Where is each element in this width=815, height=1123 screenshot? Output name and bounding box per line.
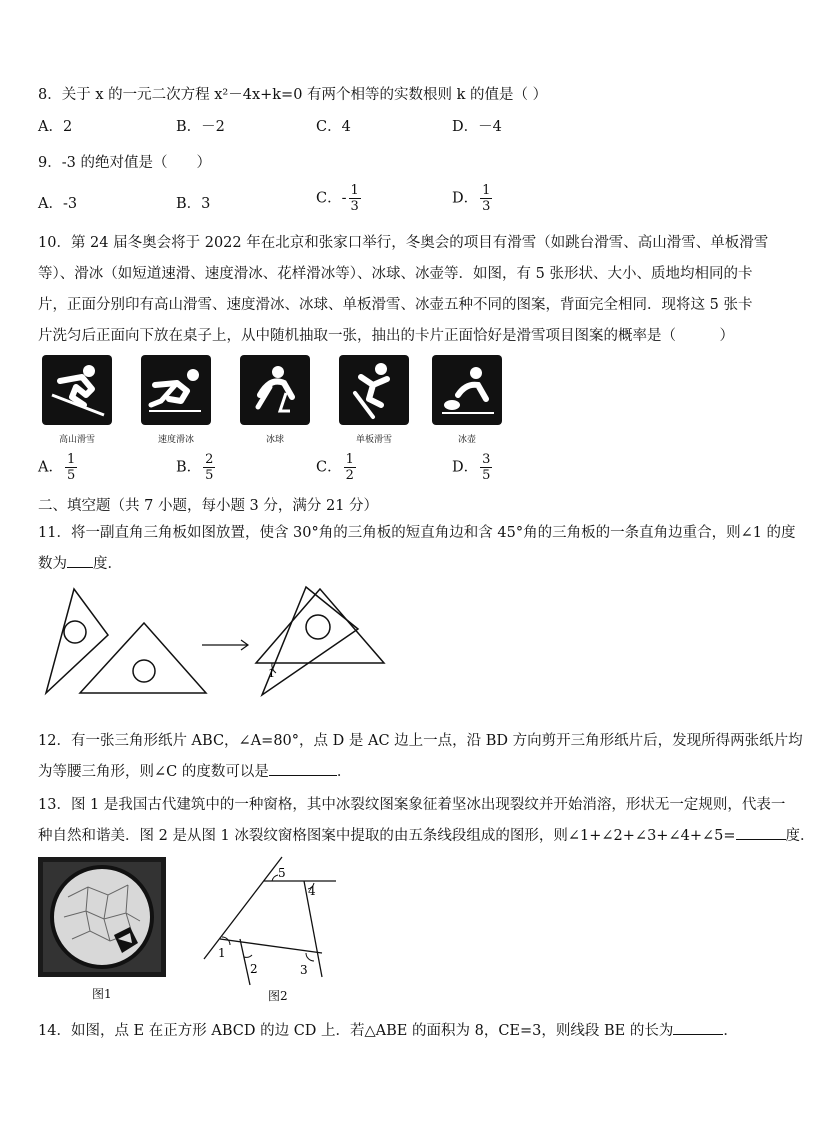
triangle-hole bbox=[64, 621, 86, 643]
q11-line-1: 11．将一副直角三角板如图放置，使含 30°角的三角板的短直角边和含 45°角的三角板的一条直角边重合，则∠1 的度 bbox=[38, 525, 796, 541]
icon-label-curling: 冰壶 bbox=[457, 435, 476, 445]
fraction-denominator: 3 bbox=[350, 199, 359, 214]
q11-figure bbox=[38, 585, 398, 697]
q11-line-2-end: 度． bbox=[93, 556, 122, 572]
q10-option-b-fraction bbox=[203, 452, 215, 483]
q9-option-d bbox=[452, 183, 492, 214]
q11-line-2-start: 数为 bbox=[38, 556, 67, 572]
q12-line-2-start: 为等腰三角形，则∠C 的度数可以是 bbox=[38, 764, 269, 780]
q10-option-d bbox=[452, 452, 492, 483]
triangle-30-right bbox=[262, 587, 358, 695]
q9-option-c bbox=[316, 183, 361, 214]
q10-option-c-prefix: C． bbox=[316, 459, 342, 476]
q10-option-c-fraction bbox=[344, 452, 356, 483]
q10-option-d-prefix: D． bbox=[452, 459, 479, 476]
triangle-hole bbox=[133, 660, 155, 682]
angle-arc bbox=[222, 937, 230, 945]
q13-line-2-end: 度． bbox=[785, 828, 815, 844]
q9-option-c-prefix: C．- bbox=[316, 190, 347, 207]
fraction-numerator: 1 bbox=[350, 183, 359, 198]
ice-hockey-icon bbox=[240, 355, 310, 425]
q10-line-4: 片洗匀后正面向下放在桌子上，从中随机抽取一张，抽出的卡片正面恰好是滑雪项目图案的概率是（ ） bbox=[38, 328, 734, 344]
angle-1-label: 1 bbox=[218, 946, 226, 960]
q14-line-end: ． bbox=[723, 1023, 738, 1039]
alpine-skiing-icon bbox=[42, 355, 112, 425]
answer-blank bbox=[673, 1020, 723, 1035]
q10-option-a-prefix: A． bbox=[38, 459, 63, 476]
answer-blank bbox=[67, 553, 93, 568]
triangle-hole bbox=[306, 615, 330, 639]
q12-line-2 bbox=[38, 760, 351, 781]
q10-option-a bbox=[38, 452, 77, 483]
fraction-numerator: 3 bbox=[482, 452, 491, 467]
q10-line-2: 等）、滑冰（如短道速滑、速度滑冰、花样滑冰等）、冰球、冰壶等．如图，有 5 张形状、大小、质地均相同的卡 bbox=[38, 266, 753, 282]
q14-line-start: 14．如图，点 E 在正方形 ABCD 的边 CD 上．若△ABE 的面积为 8，CE=3，则线段 BE 的长为 bbox=[38, 1023, 674, 1039]
speed-skating-icon bbox=[141, 355, 211, 425]
icon-label-ice-hockey: 冰球 bbox=[265, 435, 284, 445]
q9-option-c-fraction bbox=[349, 183, 361, 214]
q10-line-3: 片，正面分别印有高山滑雪、速度滑冰、冰球、单板滑雪、冰壶五种不同的图案，背面完全相同．现将这 5 张卡 bbox=[38, 297, 753, 313]
q9-option-d-fraction bbox=[480, 183, 492, 214]
q9-option-d-prefix: D． bbox=[452, 190, 479, 207]
fraction-denominator: 5 bbox=[66, 468, 76, 483]
fraction-denominator: 2 bbox=[345, 468, 354, 483]
fraction-numerator: 2 bbox=[205, 452, 214, 467]
icon-label-speed-skating: 速度滑冰 bbox=[157, 435, 194, 445]
section-heading: 二、填空题（共 7 小题，每小题 3 分，满分 21 分） bbox=[38, 498, 379, 514]
figure-1-caption: 图1 bbox=[92, 987, 112, 1001]
window-lattice-image bbox=[38, 857, 166, 977]
q9-option-a: A．-3 bbox=[38, 196, 78, 212]
q9-stem: 9．-3 的绝对值是（ ） bbox=[38, 155, 211, 171]
q13-line-2 bbox=[38, 824, 815, 845]
angle-2-label: 2 bbox=[250, 962, 258, 976]
q10-line-1: 10．第 24 届冬奥会将于 2022 年在北京和张家口举行，冬奥会的项目有滑雪（如跳台滑雪、高山滑雪、单板滑雪 bbox=[38, 235, 769, 251]
icon-label-snowboard: 单板滑雪 bbox=[355, 435, 392, 445]
q10-option-b bbox=[176, 452, 215, 483]
angle-arc bbox=[306, 953, 314, 961]
fraction-denominator: 5 bbox=[482, 468, 491, 483]
q12-line-2-end: ． bbox=[336, 764, 352, 780]
angle-3-label: 3 bbox=[300, 963, 308, 977]
q10-option-d-fraction bbox=[480, 452, 492, 483]
q13-line-1: 13．图 1 是我国古代建筑中的一种窗格，其中冰裂纹图案象征着坚冰出现裂纹并开始消溶，形状无一定规则，代表一 bbox=[38, 797, 786, 813]
curling-icon bbox=[432, 355, 502, 425]
angle-arc bbox=[244, 955, 252, 957]
q11-line-2 bbox=[38, 552, 122, 573]
q13-line-2-start: 种自然和谐美．图 2 是从图 1 冰裂纹窗格图案中提取的由五条线段组成的图形，则∠1+∠2+∠3+∠4+∠5= bbox=[38, 828, 736, 844]
segment bbox=[204, 857, 282, 959]
q10-option-c bbox=[316, 452, 356, 483]
angle-4-label: 4 bbox=[308, 884, 316, 898]
angle-5-label: 5 bbox=[278, 866, 286, 880]
segment bbox=[220, 939, 322, 953]
q10-option-a-fraction bbox=[65, 452, 77, 483]
answer-blank bbox=[269, 761, 337, 776]
angle-1-label: 1 bbox=[268, 667, 275, 680]
q9-option-b: B．3 bbox=[176, 196, 211, 212]
q8-stem: 8．关于 x 的一元二次方程 x²－4x+k=0 有两个相等的实数根则 k 的值是（ ） bbox=[38, 87, 548, 103]
fraction-numerator: 1 bbox=[345, 452, 354, 467]
fraction-numerator: 1 bbox=[66, 452, 76, 467]
q8-option-b: B．－2 bbox=[176, 119, 225, 135]
fraction-denominator: 5 bbox=[205, 468, 214, 483]
figure-2-caption: 图2 bbox=[268, 989, 288, 1003]
triangle-30-left bbox=[46, 589, 108, 693]
fraction-denominator: 3 bbox=[482, 199, 491, 214]
answer-blank bbox=[736, 825, 786, 840]
q8-option-a: A．2 bbox=[38, 119, 73, 135]
q13-figure-2 bbox=[200, 857, 340, 987]
q8-option-d: D．－4 bbox=[452, 119, 502, 135]
fraction-numerator: 1 bbox=[482, 183, 491, 198]
q14-line bbox=[38, 1019, 738, 1040]
q8-option-c: C．4 bbox=[316, 119, 351, 135]
q12-line-1: 12．有一张三角形纸片 ABC，∠A=80°，点 D 是 AC 边上一点，沿 BD 方向剪开三角形纸片后，发现所得两张纸片均 bbox=[38, 733, 803, 749]
triangle-45-right bbox=[256, 589, 384, 663]
q10-option-b-prefix: B． bbox=[176, 459, 202, 476]
icon-label-alpine-skiing: 高山滑雪 bbox=[58, 435, 95, 445]
snowboard-icon bbox=[339, 355, 409, 425]
segment bbox=[240, 939, 250, 985]
